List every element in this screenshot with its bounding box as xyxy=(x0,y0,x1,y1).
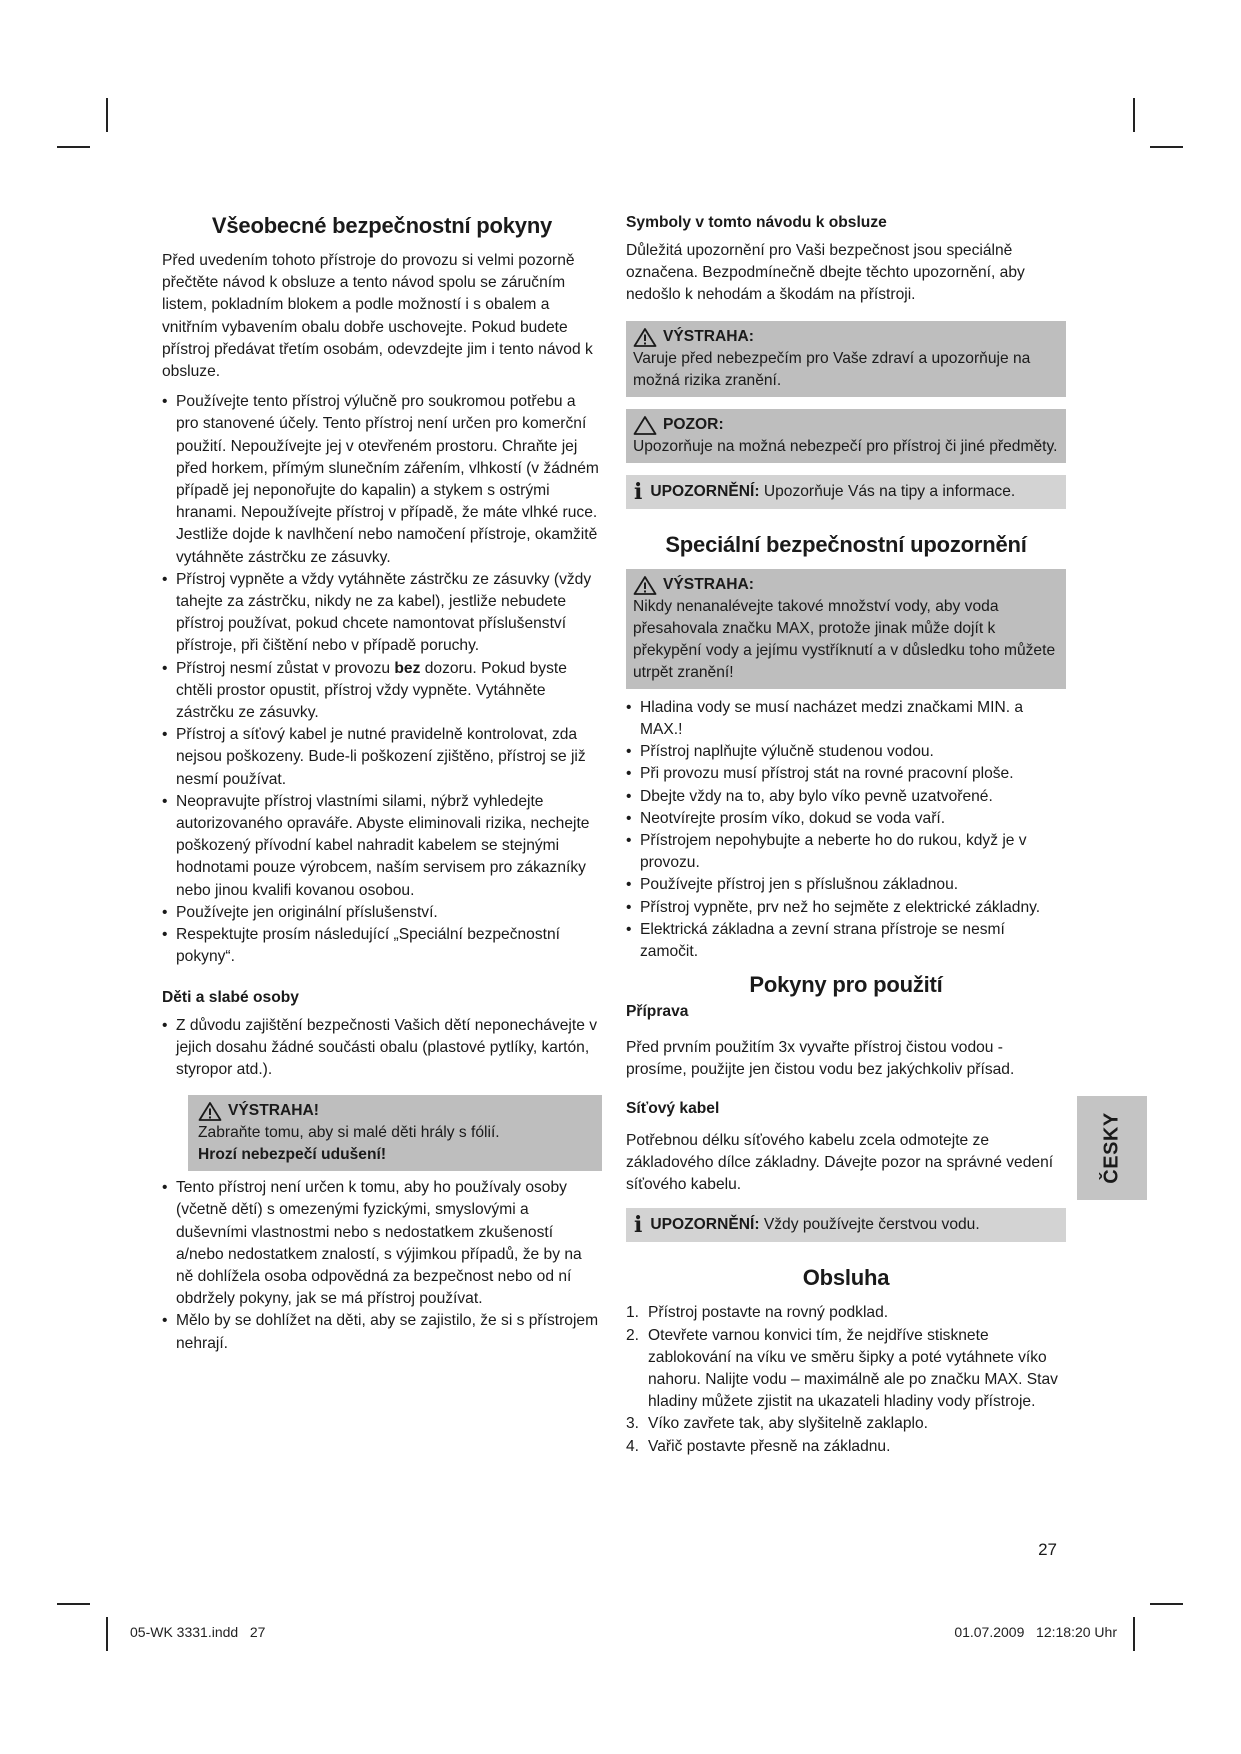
step-item xyxy=(626,1413,1066,1435)
warning-triangle-icon xyxy=(633,575,657,595)
list-item: • Mělo by se dohlížet na děti, aby se zajistilo, že si s přístrojem nehrají. xyxy=(162,1310,602,1354)
info-note-box xyxy=(626,1208,1066,1242)
crop-mark xyxy=(106,98,108,132)
info-text: Vždy používejte čerstvou vodu. xyxy=(763,1216,980,1234)
step-item xyxy=(626,1302,1066,1324)
crop-mark xyxy=(57,146,90,148)
list-item: • Používejte jen originální příslušenství. xyxy=(162,902,602,924)
section-title-operation: Obsluha xyxy=(802,1265,890,1291)
list-item: • Respektujte prosím následující „Speciální bezpečnostní pokyny“. xyxy=(162,924,602,968)
warning-text: Varuje před nebezpečím pro Vaše zdraví a upozorňuje na možná rizika zranění. xyxy=(633,349,1031,389)
list-item-text: dozoru. Pokud byste chtěli prostor opustit, přístroj vždy vypněte. Vytáhněte zástrčku ze zásuvky. xyxy=(176,659,567,722)
crop-mark xyxy=(1150,146,1183,148)
step-number: 1. xyxy=(626,1304,640,1322)
right-column xyxy=(626,212,1066,1458)
caution-title: POZOR: xyxy=(663,415,724,433)
crop-mark xyxy=(1150,1603,1183,1605)
footer-file-name: 05-WK 3331.indd 27 xyxy=(130,1624,266,1640)
list-item: • Při provozu musí přístroj stát na rovné pracovní ploše. xyxy=(626,763,1066,785)
step-text: Víko zavřete tak, aby slyšitelně zaklaplo. xyxy=(648,1415,928,1433)
step-text: Otevřete varnou konvici tím, že nejdříve stisknete zablokování na víku ve směru šipky a poté vytáhnete víko nahoru. Nalijte vodu – maximálně ale po značku MAX. Stav hladiny můžete zjistit na ukazateli hladiny vody přístroje. xyxy=(648,1326,1058,1411)
warning-text: Nikdy nenanalévejte takové množství vody, aby voda přesahovala značku MAX, protože jinak může dojít k překypění vody a jejímu vystříknutí a v důsledku toho můžete utrpět zranění! xyxy=(633,597,1056,681)
section-title-special-safety: Speciální bezpečnostní upozornění xyxy=(665,531,1027,557)
list-item: • Hladina vody se musí nacházet medzi značkami MIN. a MAX.! xyxy=(626,697,1066,741)
left-column xyxy=(162,212,602,1355)
warning-title: VÝSTRAHA: xyxy=(663,575,754,593)
list-item-text: Přístroj nesmí zůstat v provozu xyxy=(176,659,395,677)
info-icon: i xyxy=(634,1212,643,1239)
step-text: Vařič postavte přesně na základnu. xyxy=(648,1437,891,1455)
children-bullet-list xyxy=(162,1015,602,1082)
crop-mark xyxy=(1133,98,1135,132)
step-item xyxy=(626,1436,1066,1458)
warning-box-children xyxy=(188,1095,602,1171)
list-item xyxy=(162,658,602,725)
list-item: • Tento přístroj není určen k tomu, aby ho používaly osoby (včetně dětí) s omezenými fyzickými, smyslovými a duševními vlastnostmi nebo s nedostatkem zkušeností a/nebo nedostatkem znalostí, s výjimkou případů, že by na ně dohlížela osoba odpovědná za bezpečnost nebo od ní obdržely pokyny, jak se má přístroj používat. xyxy=(162,1177,602,1310)
warning-title: VÝSTRAHA: xyxy=(663,327,754,345)
list-item: • Používejte přístroj jen s příslušnou základnou. xyxy=(626,874,1066,896)
list-item: • Dbejte vždy na to, aby bylo víko pevně uzatvořené. xyxy=(626,786,1066,808)
info-note-text xyxy=(650,1214,979,1236)
warning-text: Zabraňte tomu, aby si malé děti hrály s fólií. xyxy=(198,1124,500,1142)
info-note-text xyxy=(650,481,1015,503)
step-item xyxy=(626,1325,1066,1414)
caution-triangle-icon xyxy=(633,415,657,435)
crop-mark xyxy=(1133,1617,1135,1651)
crop-mark xyxy=(57,1603,90,1605)
warning-title-row xyxy=(633,326,1059,348)
symbols-intro: Důležitá upozornění pro Vaši bezpečnost jsou speciálně označena. Bezpodmínečně dbejte těchto upozornění, aby nedošlo k nehodám a škodám na přístroji. xyxy=(626,242,1025,304)
language-tab xyxy=(1077,1096,1147,1200)
step-number: 2. xyxy=(626,1326,640,1344)
children-bullet-list-2 xyxy=(162,1177,602,1355)
language-tab-label: ČESKY xyxy=(1100,1112,1123,1184)
section-title-general-safety: Všeobecné bezpečnostní pokyny xyxy=(211,213,553,238)
list-item: • Přístroj a síťový kabel je nutné pravidelně kontrolovat, zda nejsou poškozeny. Bude-li poškození zjištěno, přístroj se již nesmí používat. xyxy=(162,724,602,791)
special-bullet-list xyxy=(626,697,1066,963)
intro-paragraph: Před uvedením tohoto přístroje do provozu si velmi pozorně přečtěte návod k obsluze a tento návod spolu se záručním listem, pokladním blokem a podle možností i s obalem a vnitřním vybavením obalu dobře uschovejte. Pokud budete přístroj předávat třetím osobám, odevzdejte jim i tento návod k obsluze. xyxy=(162,252,593,381)
list-item: • Neopravujte přístroj vlastními silami, nýbrž vyhledejte autorizovaného opraváře. Abyste eliminovali rizika, nechejte poškozený přívodní kabel nahradit kabelem se stejnými hodnotami pouze výrobcem, naším servisem pro zákazníky nebo jinou kvalifi kovanou osobou. xyxy=(162,791,602,902)
footer-timestamp: 01.07.2009 12:18:20 Uhr xyxy=(954,1624,1117,1640)
power-cable-text: Potřebnou délku síťového kabelu zcela odmotejte ze základového dílce základny. Dávejte pozor na správné vedení síťového kabelu. xyxy=(626,1131,1054,1194)
list-item: • Neotvírejte prosím víko, dokud se voda vaří. xyxy=(626,808,1066,830)
warning-box-vystraha xyxy=(626,321,1066,397)
info-label: UPOZORNĚNÍ: xyxy=(650,1216,760,1234)
warning-bold-text: Hrozí nebezpečí udušení! xyxy=(198,1146,387,1164)
step-text: Přístroj postavte na rovný podklad. xyxy=(648,1304,889,1322)
preparation-text: Před prvním použitím 3x vyvařte přístroj čistou vodou - prosíme, použijte jen čistou vodu bez jakýchkoliv přísad. xyxy=(626,1039,1015,1079)
caution-title-row xyxy=(633,414,1059,436)
list-item: • Elektrická základna a zevní strana přístroje se nesmí zamočit. xyxy=(626,919,1066,963)
subheading-preparation: Příprava xyxy=(626,1003,689,1021)
info-text: Upozorňuje Vás na tipy a informace. xyxy=(763,482,1016,500)
caution-box-pozor xyxy=(626,409,1066,463)
caution-text: Upozorňuje na možná nebezpečí pro přístroj či jiné předměty. xyxy=(633,437,1058,455)
warning-box-special xyxy=(626,569,1066,689)
list-item: • Přístroj naplňujte výlučně studenou vodou. xyxy=(626,741,1066,763)
step-number: 4. xyxy=(626,1437,640,1455)
safety-bullet-list xyxy=(162,391,602,968)
page-number: 27 xyxy=(1038,1540,1057,1559)
warning-title-row xyxy=(633,574,1059,596)
list-item: • Přístroj vypněte a vždy vytáhněte zástrčku ze zásuvky (vždy tahejte za zástrčku, nikdy ne za kabel), jestliže nebudete přístroj používat, pokud chcete namontovat příslušenství přístroje, při čištění nebo v případě poruchy. xyxy=(162,569,602,658)
list-item: • Přístrojem nepohybujte a neberte ho do rukou, když je v provozu. xyxy=(626,830,1066,874)
warning-triangle-icon xyxy=(633,327,657,347)
step-number: 3. xyxy=(626,1415,640,1433)
list-item: • Z důvodu zajištění bezpečnosti Vašich dětí neponechávejte v jejich dosahu žádné součásti obalu (plastové pytlíky, kartón, styropor atd.). xyxy=(162,1015,602,1082)
operation-steps-list xyxy=(626,1302,1066,1457)
list-item: • Přístroj vypněte, prv než ho sejměte z elektrické základny. xyxy=(626,897,1066,919)
warning-title: VÝSTRAHA! xyxy=(228,1102,319,1120)
subheading-symbols: Symboly v tomto návodu k obsluze xyxy=(626,214,887,231)
warning-triangle-icon xyxy=(198,1101,222,1121)
section-title-usage: Pokyny pro použití xyxy=(749,972,943,998)
info-icon: i xyxy=(634,478,643,505)
list-item: • Používejte tento přístroj výlučně pro soukromou potřebu a pro stanovené účely. Tento přístroj není určen pro komerční použití. Nepoužívejte jej v otevřeném prostoru. Chraňte jej před horkem, přímým slunečním zářením, vlhkostí (v žádném případě jej neponořujte do kapalin) a stykem s ostrými hranami. Nepoužívejte přístroj v případě, že máte vlhké ruce. Jestliže dojde k navlhčení nebo namočení přístroje, okamžitě vytáhněte zástrčku ze zásuvky. xyxy=(162,391,602,569)
info-label: UPOZORNĚNÍ: xyxy=(650,482,760,500)
subheading-power-cable: Síťový kabel xyxy=(626,1099,720,1117)
subheading-children: Děti a slabé osoby xyxy=(162,988,299,1006)
crop-mark xyxy=(106,1617,108,1651)
info-note-box xyxy=(626,475,1066,509)
warning-title-row xyxy=(198,1100,595,1122)
list-item-bold: bez xyxy=(394,659,421,677)
